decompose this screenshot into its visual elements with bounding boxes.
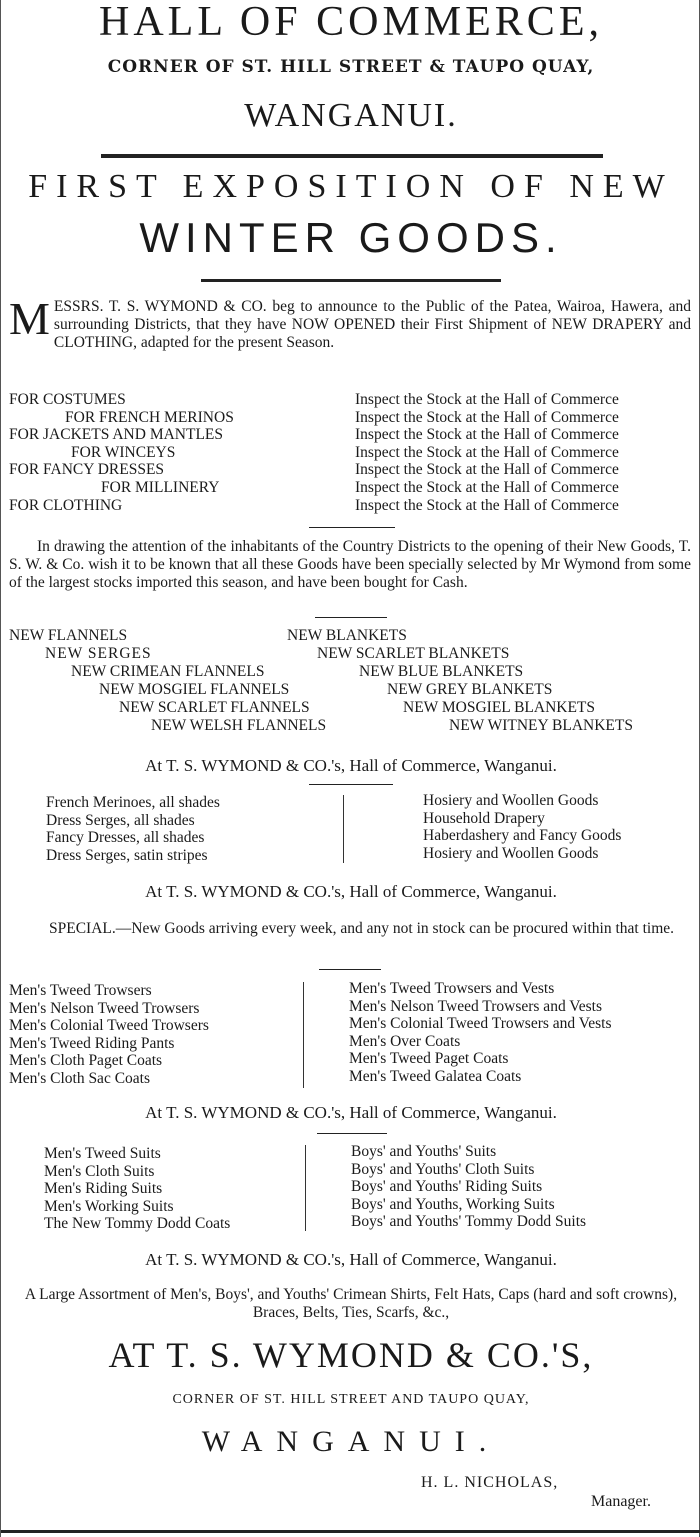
intro-text: ESSRS. T. S. WYMOND & CO. beg to announce to the Public of the Patea, Wairoa, Hawera, and surrounding Districts, that they have NOW OPENED their First Shipment of NEW DRAPERY and CLOTHING, adapted for the present Season. <box>53 298 691 351</box>
hall-title: HALL OF COMMERCE, <box>99 0 603 45</box>
list-item: Men's Colonial Tweed Trowsers <box>9 1017 209 1035</box>
wymond-line: At T. S. WYMOND & CO.'s, Hall of Commerce, Wanganui. <box>145 756 557 775</box>
block2-left <box>9 982 209 1088</box>
list-item: Men's Nelson Tweed Trowsers <box>9 999 200 1017</box>
list-item: Men's Working Suits <box>44 1197 174 1215</box>
flannel-item: NEW MOSGIEL FLANNELS <box>99 681 290 698</box>
list-item: Men's Cloth Suits <box>44 1162 155 1180</box>
list-item: Men's Colonial Tweed Trowsers and Vests <box>349 1015 612 1033</box>
block3-left <box>44 1145 230 1233</box>
special-notice: SPECIAL.—New Goods arriving every week, and any not in stock can be procured within that time. <box>49 920 675 937</box>
signatory: H. L. NICHOLAS, <box>421 1474 559 1491</box>
flannel-item: NEW CRIMEAN FLANNELS <box>71 663 265 680</box>
list-item: Men's Tweed Suits <box>44 1145 161 1162</box>
list-item: Boys' and Youths' Riding Suits <box>351 1178 543 1196</box>
wymond-line: At T. S. WYMOND & CO.'s, Hall of Commerce, Wanganui. <box>145 882 557 901</box>
list-item: Haberdashery and Fancy Goods <box>423 827 622 845</box>
bottom-border <box>1 1530 700 1533</box>
list-item: Hosiery and Woollen Goods <box>423 844 599 862</box>
dept-label: FOR MILLINERY <box>101 478 220 496</box>
list-item: Hosiery and Woollen Goods <box>423 792 599 809</box>
flannel-item: NEW FLANNELS <box>9 627 128 644</box>
list-item: Men's Tweed Trowsers <box>9 982 152 999</box>
town-name: WANGANUI. <box>244 97 458 134</box>
list-item: Men's Tweed Riding Pants <box>9 1034 175 1052</box>
drop-cap: M <box>9 293 50 344</box>
list-item: Men's Tweed Trowsers and Vests <box>349 980 555 997</box>
block1-left <box>46 794 220 864</box>
dept-label: FOR JACKETS AND MANTLES <box>9 426 224 444</box>
signatory-role: Manager. <box>591 1493 651 1510</box>
blanket-item: NEW BLANKETS <box>287 627 407 644</box>
dept-action: Inspect the Stock at the Hall of Commerce <box>355 391 619 408</box>
block3-right <box>351 1143 586 1231</box>
department-actions <box>355 391 619 514</box>
wymond-line: At T. S. WYMOND & CO.'s, Hall of Commerce, Wanganui. <box>145 1250 557 1269</box>
dept-label: FOR FANCY DRESSES <box>9 461 165 479</box>
dept-label: FOR CLOTHING <box>9 496 123 514</box>
list-item: Household Drapery <box>423 809 545 827</box>
department-labels <box>9 391 234 514</box>
list-item: Men's Tweed Paget Coats <box>349 1050 509 1068</box>
list-item: Dress Serges, satin stripes <box>46 846 208 864</box>
divider <box>315 617 387 618</box>
assortment-notice: A Large Assortment of Men's, Boys', and Youths' Crimean Shirts, Felt Hats, Caps (hard and soft crowns), Braces, Belts, Ties, Scarfs, &c., <box>24 1286 678 1321</box>
blanket-item: NEW SCARLET BLANKETS <box>317 645 510 662</box>
block2-right <box>349 980 612 1086</box>
flannel-item: NEW WELSH FLANNELS <box>151 717 327 734</box>
dept-label: FOR WINCEYS <box>71 443 176 461</box>
list-item: French Merinoes, all shades <box>46 794 220 811</box>
divider <box>319 969 381 970</box>
divider <box>201 279 501 282</box>
list-item: Men's Nelson Tweed Trowsers and Vests <box>349 997 603 1015</box>
list-item: Fancy Dresses, all shades <box>46 829 205 847</box>
divider <box>309 527 395 528</box>
winter-goods-heading: WINTER GOODS. <box>139 214 563 261</box>
list-item: Boys' and Youths, Working Suits <box>351 1195 555 1213</box>
dept-action: Inspect the Stock at the Hall of Commerce <box>355 461 619 479</box>
divider <box>317 1133 387 1134</box>
flannel-item: NEW SCARLET FLANNELS <box>119 699 310 716</box>
list-item: Boys' and Youths' Tommy Dodd Suits <box>351 1213 587 1231</box>
list-item: Men's Cloth Sac Coats <box>9 1069 150 1087</box>
dept-label: FOR FRENCH MERINOS <box>65 408 234 426</box>
dept-label: FOR COSTUMES <box>9 391 126 408</box>
list-item: Boys' and Youths' Suits <box>351 1143 497 1160</box>
dept-action: Inspect the Stock at the Hall of Commerce <box>355 426 619 444</box>
country-notice: In drawing the attention of the inhabitants of the Country Districts to the opening of their New Goods, T. S. W. & Co. wish it to be known that all these Goods have been specially selected by Mr Wymond from some of the largest stocks imported this season, and have been bought for Cash. <box>9 538 691 591</box>
column-divider <box>343 795 344 863</box>
footer-address: CORNER OF ST. HILL STREET AND TAUPO QUAY, <box>172 1392 530 1407</box>
blanket-item: NEW WITNEY BLANKETS <box>449 717 633 734</box>
column-divider <box>305 1145 306 1231</box>
list-item: Men's Over Coats <box>349 1032 461 1050</box>
list-item: Men's Cloth Paget Coats <box>9 1052 163 1070</box>
list-item: Men's Riding Suits <box>44 1180 163 1198</box>
intro-paragraph <box>9 293 691 352</box>
list-item: Boys' and Youths' Cloth Suits <box>351 1160 535 1178</box>
address-line: CORNER OF ST. HILL STREET & TAUPO QUAY, <box>107 57 595 77</box>
block1-right <box>423 792 621 862</box>
list-item: Dress Serges, all shades <box>46 811 195 829</box>
blanket-item: NEW MOSGIEL BLANKETS <box>403 699 596 716</box>
column-divider <box>303 982 304 1088</box>
dept-action: Inspect the Stock at the Hall of Commerce <box>355 408 619 426</box>
divider <box>309 784 393 785</box>
list-item: Men's Tweed Galatea Coats <box>349 1067 522 1085</box>
wymond-line: At T. S. WYMOND & CO.'s, Hall of Commerce, Wanganui. <box>145 1103 557 1122</box>
exposition-line: FIRST EXPOSITION OF NEW <box>28 168 674 205</box>
list-item: The New Tommy Dodd Coats <box>44 1215 231 1233</box>
blanket-item: NEW GREY BLANKETS <box>387 681 553 698</box>
blanket-item: NEW BLUE BLANKETS <box>359 663 524 680</box>
footer-town: WANGANUI. <box>201 1425 501 1458</box>
store-name: AT T. S. WYMOND & CO.'S, <box>108 1335 594 1375</box>
dept-action: Inspect the Stock at the Hall of Commerce <box>355 496 619 514</box>
flannel-item: NEW SERGES <box>45 645 152 662</box>
dept-action: Inspect the Stock at the Hall of Commerce <box>355 478 619 496</box>
dept-action: Inspect the Stock at the Hall of Commerce <box>355 443 619 461</box>
divider <box>101 154 603 158</box>
